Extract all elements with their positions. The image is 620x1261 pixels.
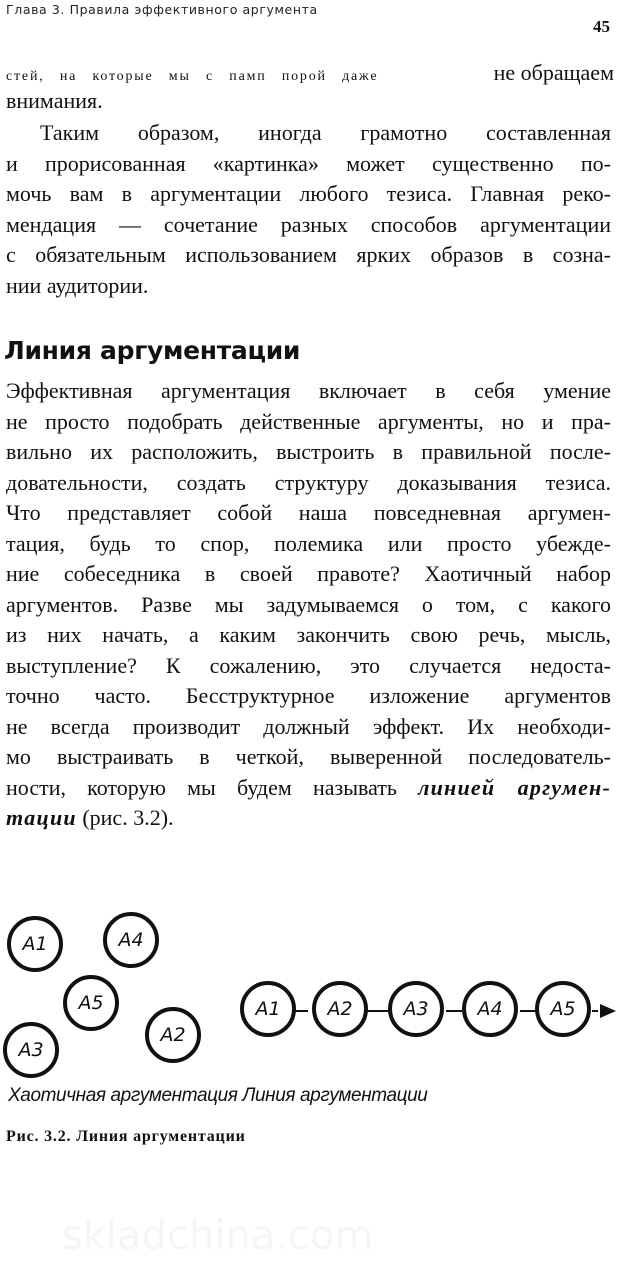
- chain-argument-circle: A5: [535, 981, 591, 1037]
- chain-connector: [446, 1010, 462, 1012]
- term-line-of-argument: линией аргумен-: [418, 774, 611, 800]
- figure-reference: (рис. 3.2).: [82, 805, 174, 830]
- paragraph-3-line: не просто подобрать действенные аргументы, но и пра-: [6, 408, 611, 434]
- paragraph-3-line: мо выстраивать в четкой, выверенной последователь-: [6, 744, 611, 769]
- paragraph-3-line: тация, будь то спор, полемика или просто убежде-: [6, 530, 611, 556]
- chain-connector: [366, 1010, 390, 1012]
- paragraph-2-line: Таким образом, иногда грамотно составленная: [40, 120, 611, 145]
- paragraph-3-last-line: [6, 803, 611, 834]
- paragraph-3: [6, 376, 611, 834]
- chaotic-argument-circle: A5: [63, 975, 119, 1031]
- chain-argument-circle: A3: [388, 981, 444, 1037]
- paragraph-1-large-text: не обращаем: [493, 60, 614, 85]
- chain-argument-circle: A1: [240, 981, 296, 1037]
- figure-3-2: [0, 900, 620, 1090]
- chain-connector: [520, 1010, 536, 1012]
- paragraph-3-line: аргументов. Разве мы задумываемся о том, с какого: [6, 591, 611, 617]
- page-number: 45: [593, 17, 610, 36]
- watermark: skladchina.com: [62, 1213, 374, 1259]
- chain-connector: [294, 1010, 308, 1012]
- chain-argument-circle: A2: [312, 981, 368, 1037]
- figure-labels: Хаотичная аргументация Линия аргументации: [8, 1085, 428, 1106]
- chain-connector: [592, 1010, 598, 1012]
- chain-argument-circle: A4: [462, 981, 518, 1037]
- paragraph-3-line: Эффективная аргументация включает в себя умение: [6, 378, 611, 403]
- chaotic-argument-circle: A2: [145, 1007, 201, 1063]
- paragraph-3-line: выступление? К сожалению, это случается недоста-: [6, 652, 611, 678]
- paragraph-2-line: мендация — сочетание разных способов аргументации: [6, 211, 611, 237]
- paragraph-3-line: Что представляет собой наша повседневная аргумен-: [6, 500, 611, 525]
- paragraph-2-line: нии аудитории.: [6, 272, 149, 298]
- paragraph-1-line-2: внимания.: [6, 88, 103, 113]
- paragraph-2-line: с обязательным использованием ярких образов в созна-: [6, 242, 611, 267]
- paragraph-2-line: мочь вам в аргументации любого тезиса. Главная реко-: [6, 181, 611, 206]
- term-line-of-argument-end: тации: [6, 805, 77, 830]
- chaotic-argument-circle: A4: [103, 912, 159, 968]
- paragraph-3-line: довательности, создать структуру доказывания тезиса.: [6, 469, 611, 495]
- paragraph-3-text: ности, которую мы будем называть: [6, 774, 397, 800]
- paragraph-3-line: из них начать, а каким закончить свою речь, мысль,: [6, 622, 611, 647]
- paragraph-3-line: не всегда производит должный эффект. Их необходи-: [6, 713, 611, 739]
- paragraph-2: [6, 118, 611, 301]
- paragraph-3-line-with-term: [6, 773, 611, 804]
- paragraph-3-line: точно часто. Бесструктурное изложение аргументов: [6, 683, 611, 708]
- paragraph-3-line: ние собеседника в своей правоте? Хаотичный набор: [6, 561, 611, 586]
- paragraph-1-small-text: стей, на которые мы с памп порой даже: [6, 69, 379, 84]
- chaotic-argument-circle: A3: [3, 1022, 59, 1078]
- arrow-head-icon: [600, 1004, 616, 1018]
- paragraph-2-line: и прорисованная «картинка» может существенно по-: [6, 150, 611, 176]
- paragraph-3-line: вильно их расположить, выстроить в правильной после-: [6, 439, 611, 464]
- running-head: Глава 3. Правила эффективного аргумента: [6, 2, 318, 17]
- paragraph-1-line-1: [6, 60, 614, 86]
- chaotic-argument-circle: A1: [7, 916, 63, 972]
- figure-caption: Рис. 3.2. Линия аргументации: [6, 1128, 246, 1145]
- section-heading: Линия аргументации: [4, 336, 301, 365]
